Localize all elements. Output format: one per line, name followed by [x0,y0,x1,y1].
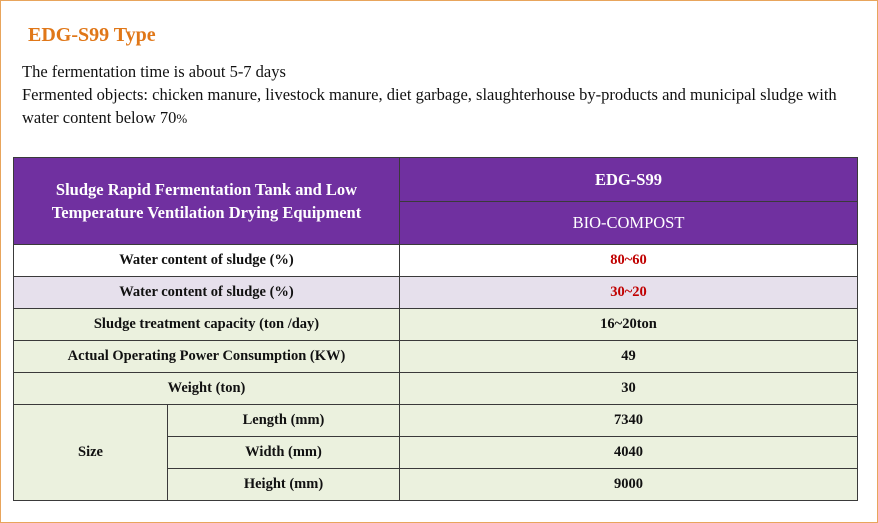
size-value: 4040 [400,437,858,469]
page-title: EDG-S99 Type [28,24,156,46]
size-value: 9000 [400,469,858,501]
table-row [14,277,858,309]
size-sub-label: Width (mm) [168,437,400,469]
table-row [14,373,858,405]
header-bio-compost: BIO-COMPOST [400,202,858,245]
row-value: 30~20 [400,277,858,309]
row-label: Weight (ton) [14,373,400,405]
row-value: 49 [400,341,858,373]
description-line-2-text: Fermented objects: chicken manure, livestock manure, diet garbage, slaughterhouse by-products and municipal sludge with water content below 70 [22,85,837,127]
spec-table [13,157,858,501]
row-value: 80~60 [400,245,858,277]
size-label: Size [14,405,168,501]
size-sub-label: Height (mm) [168,469,400,501]
description-line-2 [22,83,852,130]
size-value: 7340 [400,405,858,437]
size-sub-label: Length (mm) [168,405,400,437]
table-row [14,309,858,341]
row-label: Water content of sludge (%) [14,277,400,309]
row-value: 16~20ton [400,309,858,341]
percent-sign: % [176,111,188,126]
row-label: Actual Operating Power Consumption (KW) [14,341,400,373]
table-row [14,341,858,373]
header-model: EDG-S99 [400,158,858,202]
row-label: Water content of sludge (%) [14,245,400,277]
description [22,60,852,130]
description-line-1: The fermentation time is about 5-7 days [22,62,286,81]
row-label: Sludge treatment capacity (ton /day) [14,309,400,341]
header-equipment-name: Sludge Rapid Fermentation Tank and Low Temperature Ventilation Drying Equipment [14,158,400,245]
table-row [14,405,858,437]
row-value: 30 [400,373,858,405]
table-row [14,245,858,277]
